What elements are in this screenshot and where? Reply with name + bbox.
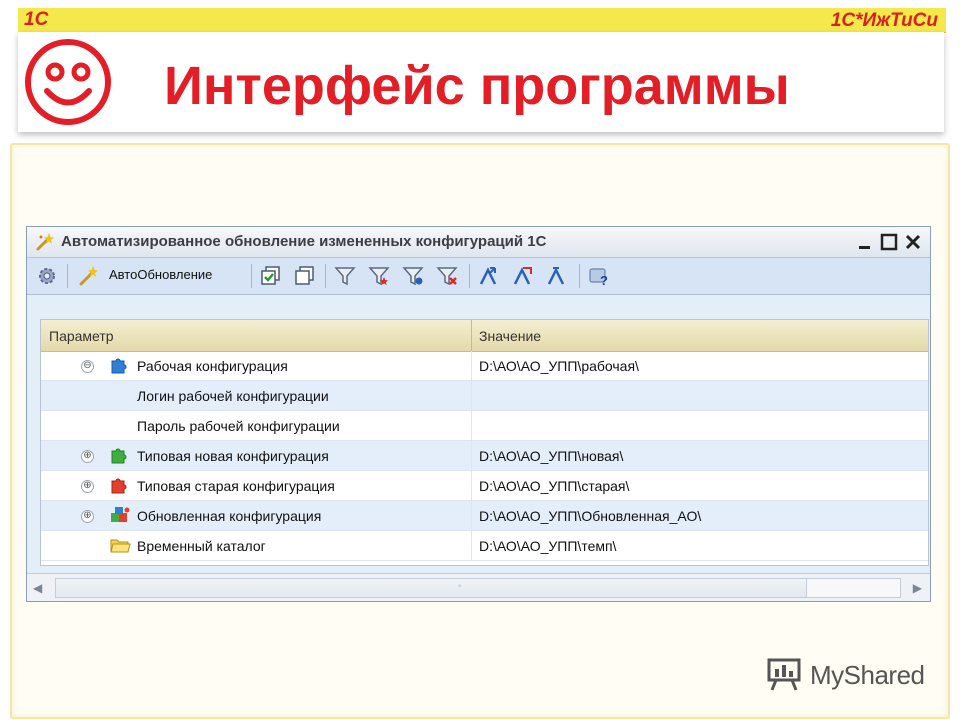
presentation-board-icon (766, 656, 804, 692)
minimize-button[interactable] (853, 230, 877, 254)
watermark-text: MyShared (810, 660, 925, 690)
grid-header (41, 320, 928, 352)
param-cell[interactable] (41, 531, 472, 560)
toolbar-separator (325, 264, 326, 288)
maximize-button[interactable] (877, 230, 901, 254)
column-header-param[interactable]: Параметр (49, 328, 114, 344)
window-titlebar[interactable] (27, 227, 930, 258)
auto-update-button[interactable]: АвтоОбновление (109, 267, 213, 282)
row-value[interactable]: D:\АО\АО_УПП\новая\ (479, 448, 624, 464)
column-divider[interactable] (471, 320, 472, 351)
toolbar-spacer (27, 295, 930, 319)
close-button[interactable] (901, 230, 925, 254)
smiley-face-icon (22, 36, 114, 128)
copy-icon[interactable] (293, 264, 317, 288)
toolbar-separator (67, 264, 68, 288)
filter-icon[interactable] (333, 264, 357, 288)
filter-edit-icon[interactable] (401, 264, 425, 288)
row-name: Обновленная конфигурация (137, 508, 322, 524)
brand-logo-right: 1С*ИжТиСи (830, 10, 938, 31)
expand-icon[interactable]: ⊕ (81, 510, 94, 523)
slide-header (18, 32, 944, 132)
minimize-icon (853, 230, 877, 254)
column-header-value[interactable]: Значение (479, 328, 542, 344)
svg-text:?: ? (600, 273, 608, 288)
scroll-left-icon[interactable]: ◀ (33, 581, 43, 595)
puzzle-red-icon (109, 475, 129, 495)
param-cell[interactable] (41, 411, 472, 440)
arrow-up-c-icon[interactable] (545, 264, 569, 288)
app-window (26, 226, 931, 602)
table-row[interactable] (41, 441, 928, 471)
row-name: Рабочая конфигурация (137, 358, 288, 374)
wand-icon[interactable] (77, 264, 101, 288)
toolbar (27, 258, 930, 295)
horizontal-scrollbar[interactable] (27, 573, 930, 601)
maximize-icon (877, 230, 901, 254)
parameters-grid[interactable] (40, 319, 929, 566)
row-name: Временный каталог (137, 538, 266, 554)
param-cell[interactable] (41, 381, 472, 410)
window-title: Автоматизированное обновление измененных конфигураций 1С (61, 233, 547, 250)
row-value[interactable]: D:\АО\АО_УПП\старая\ (479, 478, 630, 494)
wand-icon (35, 232, 55, 252)
row-name: Пароль рабочей конфигурации (137, 418, 340, 434)
row-name: Логин рабочей конфигурации (137, 388, 329, 404)
scroll-thumb[interactable] (56, 579, 807, 597)
toolbar-separator (251, 264, 252, 288)
row-name: Типовая старая конфигурация (137, 478, 335, 494)
row-value[interactable]: D:\АО\АО_УПП\темп\ (479, 538, 617, 554)
puzzle-multi-icon (109, 505, 131, 525)
close-icon (901, 230, 925, 254)
toolbar-separator (579, 264, 580, 288)
watermark (766, 656, 925, 697)
folder-icon (109, 535, 131, 555)
scroll-track[interactable] (55, 578, 901, 598)
expand-icon[interactable]: ⊕ (81, 480, 94, 493)
puzzle-blue-icon (109, 355, 129, 375)
check-copy-icon[interactable] (259, 264, 283, 288)
row-value[interactable]: D:\АО\АО_УПП\рабочая\ (479, 358, 639, 374)
row-value[interactable]: D:\АО\АО_УПП\Обновленная_АО\ (479, 508, 702, 524)
puzzle-green-icon (109, 445, 129, 465)
gear-icon[interactable] (35, 264, 59, 288)
table-row[interactable] (41, 471, 928, 501)
row-name: Типовая новая конфигурация (137, 448, 329, 464)
param-cell[interactable] (41, 471, 472, 500)
table-row[interactable] (41, 501, 928, 531)
table-row[interactable] (41, 381, 928, 411)
table-row[interactable] (41, 411, 928, 441)
arrow-up-b-icon[interactable] (511, 264, 535, 288)
param-cell[interactable] (41, 351, 472, 380)
filter-remove-icon[interactable] (435, 264, 459, 288)
collapse-icon[interactable]: ⊖ (81, 360, 94, 373)
brand-logo-left: 1С (24, 9, 49, 30)
table-row[interactable] (41, 351, 928, 381)
param-cell[interactable] (41, 441, 472, 470)
param-cell[interactable] (41, 501, 472, 530)
filter-add-icon[interactable] (367, 264, 391, 288)
page-title: Интерфейс программы (164, 56, 790, 116)
help-icon[interactable] (587, 264, 611, 288)
grip-icon: ◦ (458, 581, 462, 592)
table-row[interactable] (41, 531, 928, 561)
scroll-right-icon[interactable]: ▶ (912, 581, 922, 595)
arrow-up-a-icon[interactable] (477, 264, 501, 288)
toolbar-separator (469, 264, 470, 288)
brand-bar (18, 8, 946, 33)
expand-icon[interactable]: ⊕ (81, 450, 94, 463)
